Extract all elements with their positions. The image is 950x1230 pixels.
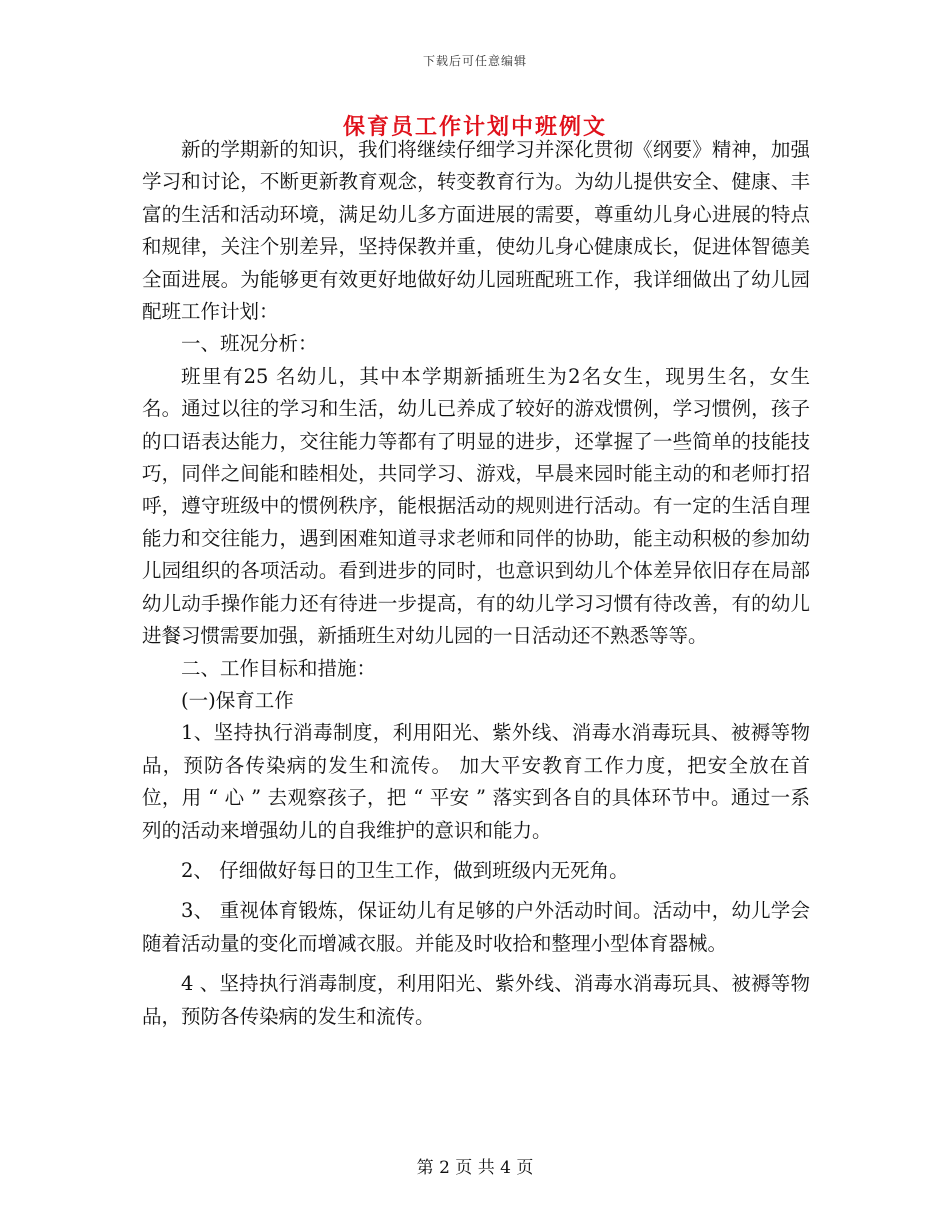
footer-total-unit: 页: [516, 1158, 534, 1178]
care-item-4: 4 、坚持执行消毒制度，利用阳光、紫外线、消毒水消毒玩具、被褥等物品，预防各传染病的发生和流传。: [142, 972, 810, 1028]
footer-total-pages: 4: [500, 1158, 511, 1178]
subsection-heading-care-work: (一)保育工作: [181, 688, 294, 712]
footer-page-unit: 页: [455, 1158, 473, 1178]
document-title: 保育员工作计划中班例文: [342, 115, 607, 140]
page-footer: [0, 1153, 950, 1178]
document-body: [142, 134, 810, 1033]
class-analysis-paragraph: 班里有25 名幼儿，其中本学期新插班生为2名女生，现男生名，女生 名。通过以往的学习和生活，幼儿已养成了较好的游戏惯例，学习惯例，孩子的口语表达能力，交往能力等都有了明显的进步，还掌握了一些简单的技能技巧，同伴之间能和睦相处，共同学习、游戏，早晨来园时能主动的和老师打招呼，遵守班级中的惯例秩序，能根据活动的规则进行活动。有一定的生活自理能力和交往能力，遇到困难知道寻求老师和同伴的协助，能主动积极的参加幼儿园组织的各项活动。看到进步的同时，也意识到幼儿个体差异依旧存在局部幼儿动手操作能力还有待进一步提高，有的幼儿学习习惯有待改善，有的幼儿进餐习惯需要加强，新插班生对幼儿园的一日活动还不熟悉等等。: [142, 364, 810, 648]
header-note: 下载后可任意编辑: [422, 54, 527, 68]
intro-paragraph: 新的学期新的知识，我们将继续仔细学习并深化贯彻《纲要》精神，加强学习和讨论，不断更新教育观念，转变教育行为。为幼儿提供安全、健康、丰富的生活和活动环境，满足幼儿多方面进展的需要，尊重幼儿身心进展的特点和规律，关注个别差异，坚持保教并重，使幼儿身心健康成长，促进体智德美全面进展。为能够更有效更好地做好幼儿园班配班工作，我详细做出了幼儿园配班工作计划：: [142, 138, 810, 324]
section-heading-class-analysis: 一、班况分析：: [181, 332, 318, 356]
footer-page-number: 2: [439, 1158, 450, 1178]
footer-prefix: 第: [416, 1158, 434, 1178]
footer-total-prefix: 共: [477, 1158, 495, 1178]
care-item-3: 3、 重视体育锻炼，保证幼儿有足够的户外活动时间。活动中，幼儿学会随着活动量的变化而增减衣服。并能及时收拾和整理小型体育器械。: [142, 899, 810, 955]
care-item-2: 2、 仔细做好每日的卫生工作，做到班级内无死角。: [181, 858, 629, 882]
section-heading-goals: 二、工作目标和措施：: [181, 656, 377, 680]
care-item-1: 1、坚持执行消毒制度，利用阳光、紫外线、消毒水消毒玩具、被褥等物品，预防各传染病的发生和流传。 加大平安教育工作力度，把安全放在首位，用 “ 心 ” 去观察孩子，把 “ 平安 ” 落实到各自的具体环节中。通过一系列的活动来增强幼儿的自我维护的意识和能力。: [142, 721, 810, 842]
